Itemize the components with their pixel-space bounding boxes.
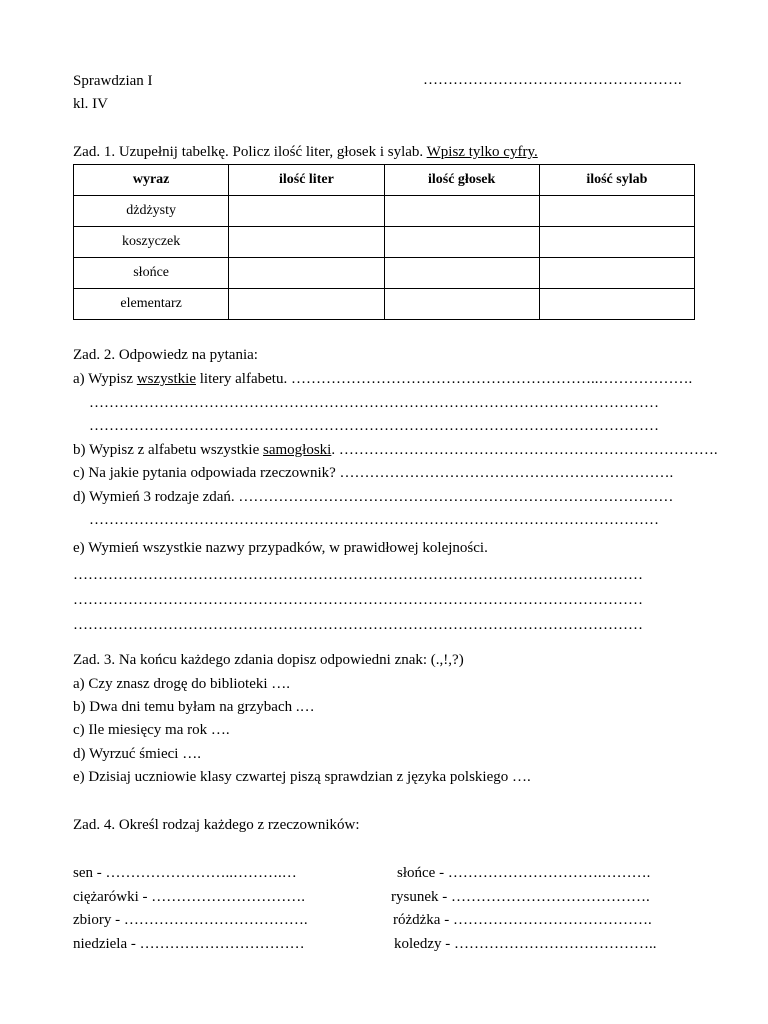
noun-item[interactable]: zbiory - ………………………………. <box>73 912 308 928</box>
table-row <box>74 196 695 227</box>
task2-b-text: b) Wypisz z alfabetu wszystkie <box>73 442 264 458</box>
name-line: ……………………………………………. <box>423 72 682 88</box>
answer-line[interactable]: …………………………………………………………………………………………………… <box>89 395 659 411</box>
answer-line[interactable]: …………………………………………………………………………………………………… <box>73 592 643 608</box>
noun-item[interactable]: koledzy - ………………………………….. <box>394 936 657 952</box>
task2-d[interactable]: d) Wymień 3 rodzaje zdań. …………………………………………………………………………… <box>73 489 674 505</box>
task3-d[interactable]: d) Wyrzuć śmieci …. <box>73 746 201 762</box>
test-title: Sprawdzian I <box>73 73 153 89</box>
answer-cell[interactable] <box>229 258 384 289</box>
table-row <box>74 227 695 258</box>
col-letters: ilość liter <box>229 165 384 196</box>
col-syllables: ilość sylab <box>539 165 694 196</box>
answer-line[interactable]: …………………………………………………………………………………………………… <box>73 567 643 583</box>
task2-a-text: a) Wypisz <box>73 371 137 387</box>
task1-table <box>73 164 695 320</box>
noun-item[interactable]: słońce - ………………………….………. <box>397 865 651 881</box>
task3-instruction: Zad. 3. Na końcu każdego zdania dopisz odpowiedni znak: (.,!,?) <box>73 652 464 668</box>
answer-cell[interactable] <box>539 258 694 289</box>
col-sounds: ilość głosek <box>384 165 539 196</box>
noun-item[interactable]: rysunek - …………………………………. <box>391 889 650 905</box>
task3-b[interactable]: b) Dwa dni temu byłam na grzybach .… <box>73 699 315 715</box>
table-row <box>74 289 695 320</box>
answer-cell[interactable] <box>384 227 539 258</box>
answer-cell[interactable] <box>539 289 694 320</box>
answer-line[interactable]: …………………………………………………………………………………………………… <box>73 617 643 633</box>
answer-cell[interactable] <box>539 196 694 227</box>
answer-line[interactable]: …………………………………………………………………………………………………… <box>89 512 659 528</box>
task2-a-dots[interactable]: litery alfabetu. ……………………………………………………..………………. <box>195 371 693 387</box>
table-row <box>74 258 695 289</box>
task1-underlined: Wpisz tylko cyfry. <box>426 144 538 160</box>
noun-item[interactable]: ciężarówki - …………………………. <box>73 889 306 905</box>
task2-b <box>73 441 718 459</box>
noun-item[interactable]: sen - ……………………..……….… <box>73 865 297 881</box>
task2-b-dots[interactable]: . …………………………………………………………………. <box>331 442 718 458</box>
task3-c[interactable]: c) Ile miesięcy ma rok …. <box>73 722 230 738</box>
col-word: wyraz <box>74 165 229 196</box>
word-cell: dżdżysty <box>74 196 229 227</box>
task2-a <box>73 370 692 388</box>
task2-b-underlined: samogłoski <box>263 442 332 458</box>
task4-instruction: Zad. 4. Określ rodzaj każdego z rzeczowników: <box>73 817 360 833</box>
task2-instruction: Zad. 2. Odpowiedz na pytania: <box>73 347 258 363</box>
answer-cell[interactable] <box>384 258 539 289</box>
word-cell: słońce <box>74 258 229 289</box>
word-cell: elementarz <box>74 289 229 320</box>
answer-cell[interactable] <box>229 227 384 258</box>
class-label: kl. IV <box>73 96 108 112</box>
answer-cell[interactable] <box>229 196 384 227</box>
task1-text: Zad. 1. Uzupełnij tabelkę. Policz ilość liter, głosek i sylab. <box>73 144 427 160</box>
noun-item[interactable]: niedziela - …………………………… <box>73 936 305 952</box>
answer-cell[interactable] <box>229 289 384 320</box>
task3-a[interactable]: a) Czy znasz drogę do biblioteki …. <box>73 676 291 692</box>
task2-a-underlined: wszystkie <box>136 371 196 387</box>
table-header-row <box>74 165 695 196</box>
task3-e[interactable]: e) Dzisiaj uczniowie klasy czwartej piszą sprawdzian z języka polskiego …. <box>73 769 531 785</box>
noun-item[interactable]: różdżka - …………………………………. <box>393 912 652 928</box>
answer-line[interactable]: …………………………………………………………………………………………………… <box>89 418 659 434</box>
task2-e: e) Wymień wszystkie nazwy przypadków, w prawidłowej kolejności. <box>73 540 488 556</box>
answer-cell[interactable] <box>384 196 539 227</box>
answer-cell[interactable] <box>384 289 539 320</box>
answer-cell[interactable] <box>539 227 694 258</box>
task2-c[interactable]: c) Na jakie pytania odpowiada rzeczownik? …………………………………………………………. <box>73 465 674 481</box>
task1-instruction <box>73 143 538 161</box>
word-cell: koszyczek <box>74 227 229 258</box>
